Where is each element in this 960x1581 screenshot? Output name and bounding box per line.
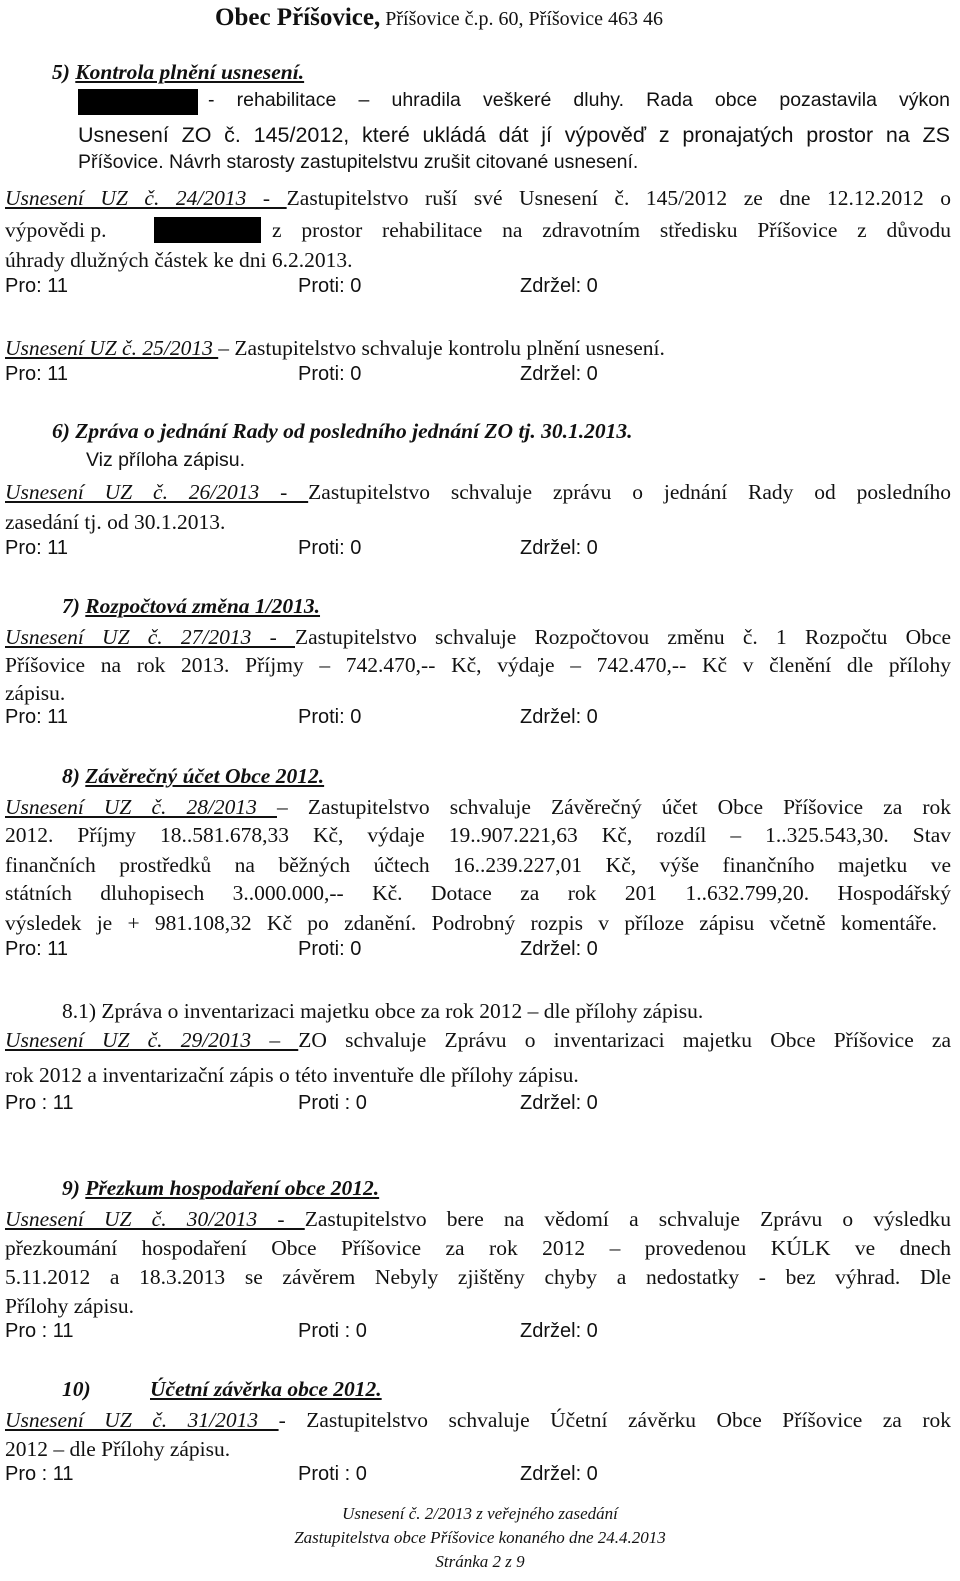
resolution-30-line3: 5.11.2012 a 18.3.2013 se závěrem Nebyly zjištěny chyby a nedostatky - bez výhrad. Dle [5, 1265, 951, 1289]
vote-zdrzel: Zdržel: 0 [520, 706, 598, 728]
resolution-24-line2a: výpovědi p. [5, 218, 107, 242]
resolution-27-line3: zápisu. [5, 681, 66, 705]
sec5-line1: - rehabilitace – uhradila veškeré dluhy. Rada obce pozastavila výkon [208, 89, 950, 111]
resolution-31-line2: 2012 – dle Přílohy zápisu. [5, 1437, 231, 1461]
section-8-1-heading: 8.1) Zpráva o inventarizaci majetku obce za rok 2012 – dle přílohy zápisu. [62, 999, 704, 1023]
section-8-heading: 8) Závěrečný účet Obce 2012. [62, 764, 325, 788]
resolution-25: Usnesení UZ č. 25/2013 – Zastupitelstvo schvaluje kontrolu plnění usnesení. [5, 336, 665, 360]
section-10-heading: 10) Účetní závěrka obce 2012. [62, 1377, 382, 1401]
sec5-line3: Příšovice. Návrh starosty zastupitelstvu zrušit citované usnesení. [78, 151, 639, 173]
resolution-26-line2: zasedání tj. od 30.1.2013. [5, 510, 226, 534]
section-5-heading: 5) Kontrola plnění usnesení. [52, 60, 305, 84]
page-header [215, 4, 663, 32]
redaction-block-2 [154, 217, 261, 243]
vote-proti: Proti: 0 [298, 363, 362, 385]
resolution-27: Usnesení UZ č. 27/2013 - Zastupitelstvo schvaluje Rozpočtovou změnu č. 1 Rozpočtu Obce [5, 625, 951, 649]
vote-proti: Proti: 0 [298, 938, 362, 960]
vote-proti: Proti: 0 [298, 537, 362, 559]
attachment-note: Viz příloha zápisu. [86, 449, 245, 471]
resolution-30-line4: Přílohy zápisu. [5, 1294, 134, 1318]
vote-zdrzel: Zdržel: 0 [520, 363, 598, 385]
vote-pro: Pro : 11 [5, 1092, 74, 1114]
section-6-heading: 6) Zpráva o jednání Rady od posledního jednání ZO tj. 30.1.2013. [52, 419, 633, 443]
vote-pro: Pro : 11 [5, 1320, 74, 1342]
resolution-28-line5: výsledek je + 981.108,32 Kč po zdanění. Podrobný rozpis v příloze zápisu včetně komentáře. [5, 911, 937, 935]
vote-proti: Proti : 0 [298, 1092, 367, 1114]
resolution-29: Usnesení UZ č. 29/2013 – ZO schvaluje Zprávu o inventarizaci majetku Obce Příšovice za [5, 1028, 951, 1052]
vote-pro: Pro: 11 [5, 938, 68, 960]
vote-proti: Proti: 0 [298, 275, 362, 297]
section-7-heading: 7) Rozpočtová změna 1/2013. [62, 594, 321, 618]
resolution-29-line2: rok 2012 a inventarizační zápis o této inventuře dle přílohy zápisu. [5, 1063, 579, 1087]
vote-pro: Pro: 11 [5, 363, 68, 385]
vote-zdrzel: Zdržel: 0 [520, 275, 598, 297]
resolution-30-line2: přezkoumání hospodaření Obce Příšovice za rok 2012 – provedenou KÚLK ve dnech [5, 1236, 951, 1260]
resolution-24 [5, 183, 951, 213]
resolution-24-text: Zastupitelstvo ruší své Usnesení č. 145/2012 ze dne 12.12.2012 o [286, 186, 951, 210]
page-number: Stránka 2 z 9 [435, 1552, 525, 1571]
vote-pro: Pro: 11 [5, 537, 68, 559]
vote-zdrzel: Zdržel: 0 [520, 1092, 598, 1114]
resolution-31: Usnesení UZ č. 31/2013 - Zastupitelstvo schvaluje Účetní závěrku Obce Příšovice za rok [5, 1408, 951, 1432]
footer-line-1: Usnesení č. 2/2013 z veřejného zasedání [342, 1504, 618, 1523]
resolution-24-label: Usnesení UZ č. 24/2013 - [5, 186, 287, 210]
vote-zdrzel: Zdržel: 0 [520, 537, 598, 559]
vote-pro: Pro : 11 [5, 1463, 74, 1485]
resolution-28-line2: 2012. Příjmy 18..581.678,33 Kč, výdaje 19..907.221,63 Kč, rozdíl – 1..325.543,30. Stav [5, 823, 951, 847]
resolution-24-line2b: z prostor rehabilitace na zdravotním středisku Příšovice z důvodu [272, 218, 951, 242]
resolution-28-line3: finančních prostředků na běžných účtech 16..239.227,01 Kč, výše finančního majetku ve [5, 853, 951, 877]
vote-pro: Pro: 11 [5, 275, 68, 297]
sec5-line2: Usnesení ZO č. 145/2012, které ukládá dát jí výpověď z pronajatých prostor na ZS [78, 123, 950, 147]
resolution-28-line4: státních dluhopisech 3..000.000,-- Kč. Dotace za rok 201 1..632.799,20. Hospodářský [5, 881, 951, 905]
vote-proti: Proti : 0 [298, 1320, 367, 1342]
vote-zdrzel: Zdržel: 0 [520, 1320, 598, 1342]
resolution-27-line2: Příšovice na rok 2013. Příjmy – 742.470,-- Kč, výdaje – 742.470,-- Kč v členění dle přílohy [5, 653, 951, 677]
footer-line-2: Zastupitelstva obce Příšovice konaného dne 24.4.2013 [294, 1528, 666, 1547]
municipality-name: Obec Příšovice, [215, 4, 381, 31]
resolution-26: Usnesení UZ č. 26/2013 - Zastupitelstvo schvaluje zprávu o jednání Rady od posledního [5, 480, 951, 504]
resolution-30: Usnesení UZ č. 30/2013 - Zastupitelstvo bere na vědomí a schvaluje Zprávu o výsledku [5, 1207, 951, 1231]
section-9-heading: 9) Přezkum hospodaření obce 2012. [62, 1176, 380, 1200]
vote-proti: Proti: 0 [298, 706, 362, 728]
vote-proti: Proti : 0 [298, 1463, 367, 1485]
vote-pro: Pro: 11 [5, 706, 68, 728]
resolution-24-line3: úhrady dlužných částek ke dni 6.2.2013. [5, 248, 353, 272]
vote-zdrzel: Zdržel: 0 [520, 938, 598, 960]
vote-zdrzel: Zdržel: 0 [520, 1463, 598, 1485]
redaction-block [78, 89, 198, 115]
resolution-28: Usnesení UZ č. 28/2013 – Zastupitelstvo schvaluje Závěrečný účet Obce Příšovice za rok [5, 795, 951, 819]
municipality-address: Příšovice č.p. 60, Příšovice 463 46 [380, 8, 663, 30]
